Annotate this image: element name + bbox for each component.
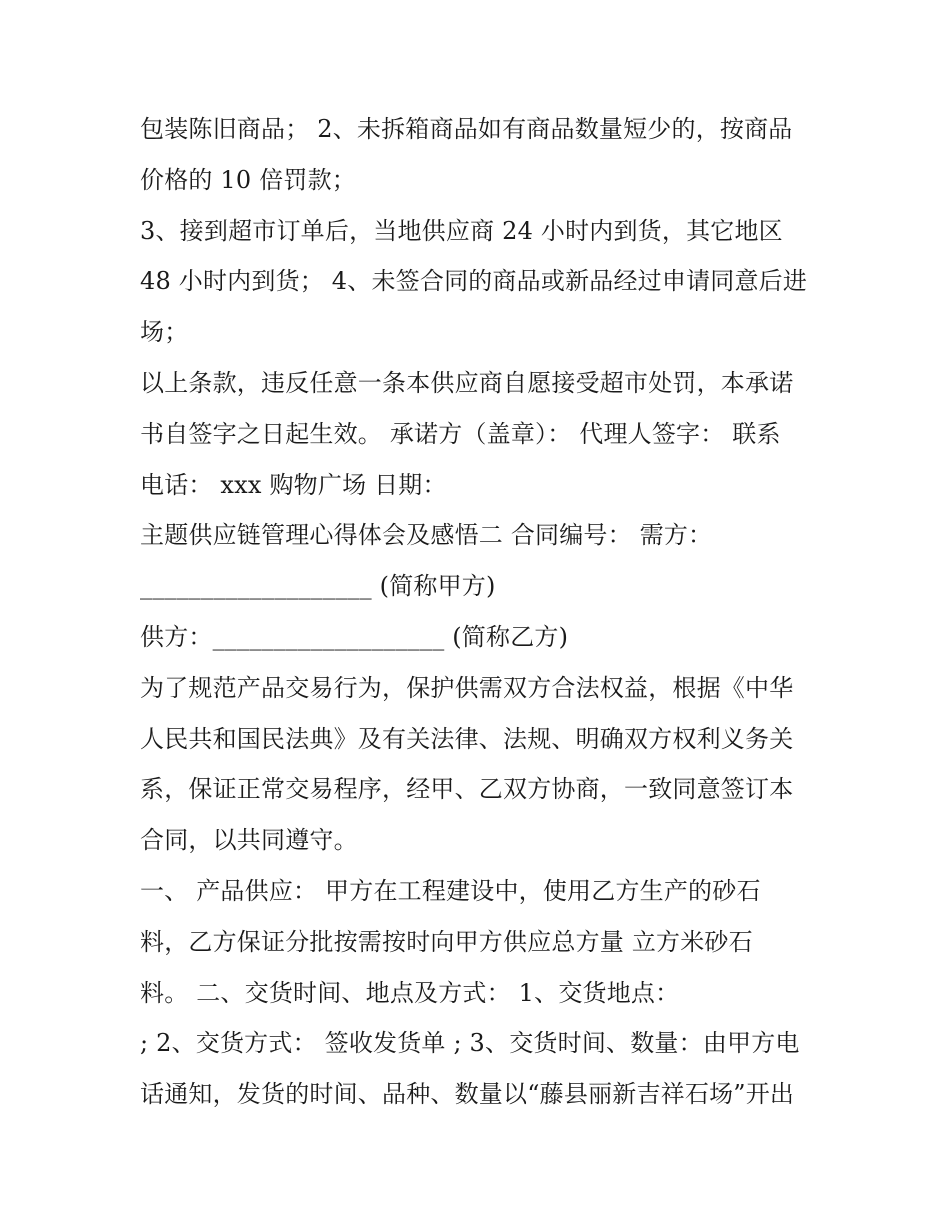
text-line: 电话： xxx 购物广场 日期： bbox=[140, 470, 447, 499]
text-line: 合同，以共同遵守。 bbox=[140, 826, 358, 855]
text-line: 一、 产品供应： 甲方在工程建设中，使用乙方生产的砂石 bbox=[140, 876, 761, 905]
text-line: 书自签字之日起生效。 承诺方（盖章）： 代理人签字： 联系 bbox=[140, 419, 781, 448]
text-line: 3、接到超市订单后，当地供应商 24 小时内到货，其它地区 bbox=[140, 216, 783, 245]
text-line: 场； bbox=[140, 318, 189, 347]
text-line: 48 小时内到货； 4、未签合同的商品或新品经过申请同意后进 bbox=[140, 267, 808, 296]
text-line: 包装陈旧商品； 2、未拆箱商品如有商品数量短少的，按商品 bbox=[140, 115, 793, 143]
text-line: 价格的 10 倍罚款； bbox=[140, 165, 356, 194]
document-body bbox=[140, 104, 840, 1120]
text-line: ; 2、交货方式： 签收发货单 ; 3、交货时间、数量：由甲方电 bbox=[140, 1029, 800, 1058]
text-line: 主题供应链管理心得体会及感悟二 合同编号： 需方： bbox=[140, 521, 713, 550]
text-line: 料。 二、交货时间、地点及方式： 1、交货地点： bbox=[140, 978, 680, 1007]
text-line: 系，保证正常交易程序，经甲、乙双方协商，一致同意签订本 bbox=[140, 775, 794, 804]
text-line: 话通知，发货的时间、品种、数量以“藤县丽新吉祥石场”开出 bbox=[140, 1080, 795, 1109]
text-line: ___________________ (简称甲方) bbox=[140, 572, 496, 601]
text-line: 供方：___________________ (简称乙方) bbox=[140, 622, 569, 651]
text-line: 人民共和国民法典》及有关法律、法规、明确双方权利义务关 bbox=[140, 724, 794, 753]
text-line: 料，乙方保证分批按需按时向甲方供应总方量 立方米砂石 bbox=[140, 927, 753, 956]
text-line: 为了规范产品交易行为，保护供需双方合法权益，根据《中华 bbox=[140, 673, 794, 702]
text-line: 以上条款，违反任意一条本供应商自愿接受超市处罚，本承诺 bbox=[140, 368, 794, 397]
